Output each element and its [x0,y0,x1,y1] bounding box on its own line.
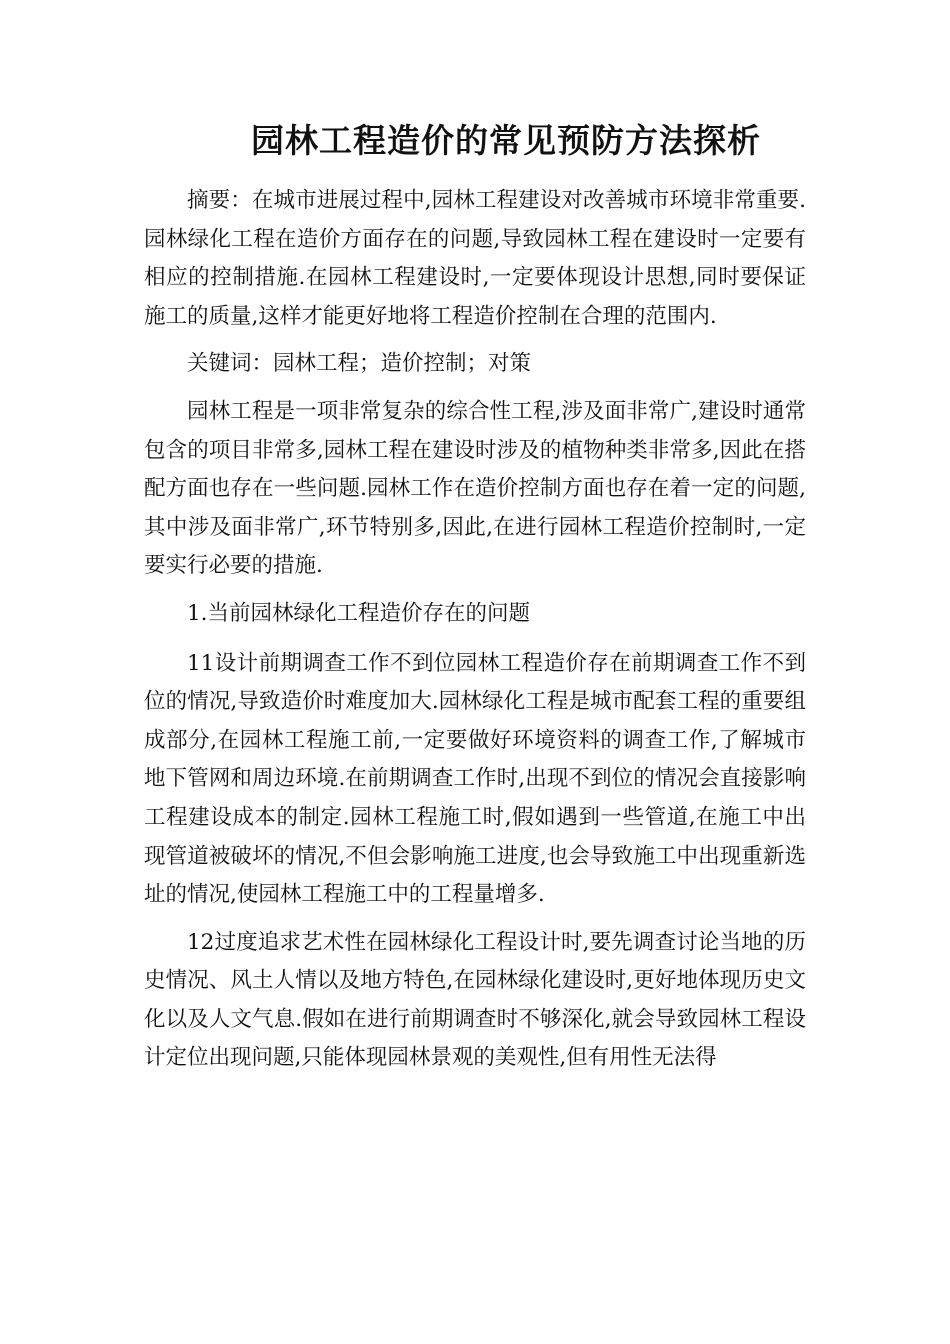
subsection-paragraph-1-2: 12过度追求艺术性在园林绿化工程设计时,要先调查讨论当地的历史情况、风土人情以及地方特色,在园林绿化建设时,更好地体现历史文化以及人文气息.假如在进行前期调查时不够深化,就会导致园林工程设计定位出现问题,只能体现园林景观的美观性,但有用性无法得 [144,929,806,1071]
document-title: 园林工程造价的常见预防方法探析 [251,121,761,160]
intro-paragraph: 园林工程是一项非常复杂的综合性工程,涉及面非常广,建设时通常包含的项目非常多,园林工程在建设时涉及的植物种类非常多,因此在搭配方面也存在一些问题.园林工作在造价控制方面也存在着一定的问题,其中涉及面非常广,环节特别多,因此,在进行园林工程造价控制时,一定要实行必要的措施. [144,398,806,579]
section-heading: 1.当前园林绿化工程造价存在的问题 [187,600,531,626]
subsection-paragraph-1-1: 11设计前期调查工作不到位园林工程造价存在前期调查工作不到位的情况,导致造价时难度加大.园林绿化工程是城市配套工程的重要组成部分,在园林工程施工前,一定要做好环境资料的调查工作,了解城市地下管网和周边环境.在前期调查工作时,出现不到位的情况会直接影响工程建设成本的制定.园林工程施工时,假如遇到一些管道,在施工中出现管道被破坏的情况,不但会影响施工进度,也会导致施工中出现重新选址的情况,使园林工程施工中的工程量增多. [144,650,806,908]
document-body [144,182,806,1087]
keywords-paragraph: 关键词：园林工程；造价控制；对策 [187,351,532,377]
abstract-paragraph: 摘要：在城市进展过程中,园林工程建设对改善城市环境非常重要.园林绿化工程在造价方面存在的问题,导致园林工程在建设时一定要有相应的控制措施.在园林工程建设时,一定要体现设计思想,同时要保证施工的质量,这样才能更好地将工程造价控制在合理的范围内. [144,188,806,329]
